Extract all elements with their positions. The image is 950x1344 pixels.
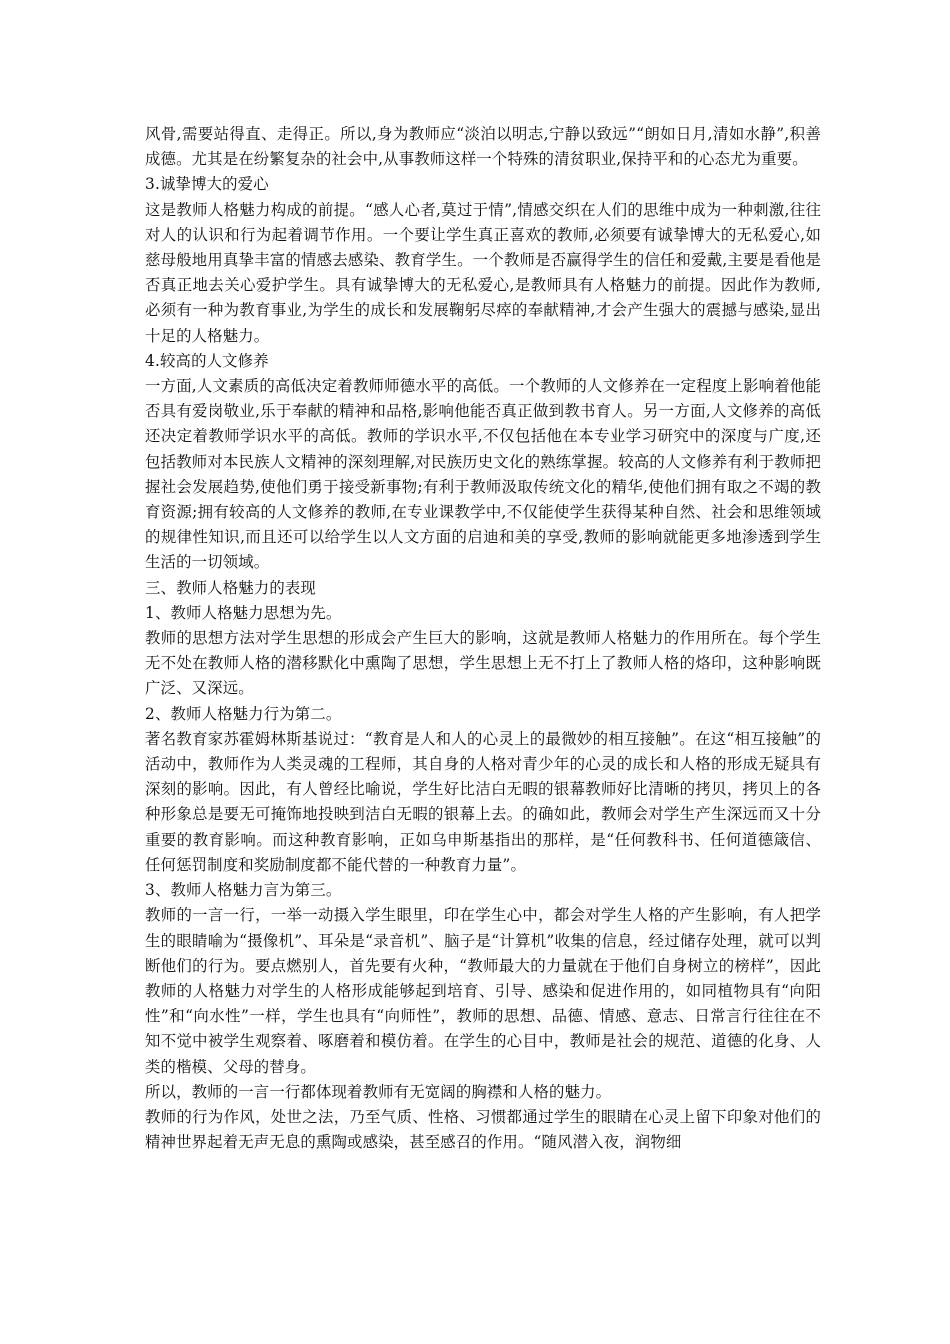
heading-section-three: 三、教师人格魅力的表现 [145,578,316,597]
heading-humanistic-cultivation: 4.较高的人文修养 [145,351,269,370]
paragraph-behavior-second: 著名教育家苏霍姆林斯基说过：“教育是人和人的心灵上的最微妙的相互接触”。在这“相互接触”的活动中，教师作为人类灵魂的工程师，其自身的人格对青少年的心灵的成长和人格的形成无疑具有深刻的影响。因此，有人曾经比喻说，学生好比洁白无暇的银幕教师好比清晰的拷贝，拷贝上的各种形象总是要无可掩饰地投映到洁白无暇的银幕上去。的确如此，教师会对学生产生深远而又十分重要的教育影响。而这种教育影响，正如乌申斯基指出的那样，是“任何教科书、任何道德箴信、任何惩罚制度和奖励制度都不能代替的一种教育力量”。 [145,729,821,874]
paragraph-thought-first: 教师的思想方法对学生思想的形成会产生巨大的影响，这就是教师人格魅力的作用所在。每个学生无不处在教师人格的潜移默化中熏陶了思想，学生思想上无不打上了教师人格的烙印，这种影响既广泛、又深远。 [145,629,821,698]
heading-speech-third: 3、教师人格魅力言为第三。 [145,881,342,900]
paragraph-speech-third: 教师的一言一行，一举一动摄入学生眼里，印在学生心中，都会对学生人格的产生影响，有人把学生的眼睛喻为“摄像机”、耳朵是“录音机”、脑子是“计算机”收集的信息，经过储存处理，就可以判断他们的行为。要点燃别人，首先要有火种，“教师最大的力量就在于他们自身树立的榜样”，因此教师的人格魅力对学生的人格形成能够起到培育、引导、感染和促进作用的，如同植物具有“向阳性”和“向水性”一样，学生也具有“向师性”，教师的思想、品德、情感、意志、日常言行往往在不知不觉中被学生观察着、啄磨着和模仿着。在学生的心目中，教师是社会的规范、道德的化身、人类的楷模、父母的替身。 [145,906,821,1076]
document-page [145,122,821,1155]
paragraph-humanistic-cultivation: 一方面,人文素质的高低决定着教师师德水平的高低。一个教师的人文修养在一定程度上影响着他能否具有爱岗敬业,乐于奉献的精神和品格,影响他能否真正做到教书育人。另一方面,人文修养的高低还决定着教师学识水平的高低。教师的学识水平,不仅包括他在本专业学习研究中的深度与广度,还包括教师对本民族人文精神的深刻理解,对民族历史文化的熟练掌握。较高的人文修养有利于教师把握社会发展趋势,使他们勇于接受新事物;有利于教师汲取传统文化的精华,使他们拥有取之不竭的教育资源;拥有较高的人文修养的教师,在专业课教学中,不仅能使学生获得某种自然、社会和思维领域的规律性知识,而且还可以给学生以人文方面的启迪和美的享受,教师的影响就能更多地渗透到学生生活的一切领域。 [145,377,821,572]
paragraph-sincere-love: 这是教师人格魅力构成的前提。“感人心者,莫过于情”,情感交织在人们的思维中成为一种刺激,往往对人的认识和行为起着调节作用。一个要让学生真正喜欢的教师,必须要有诚挚博大的无私爱心,如慈母般地用真挚丰富的情感去感染、教育学生。一个教师是否赢得学生的信任和爱戴,主要是看他是否真正地去关心爱护学生。具有诚挚博大的无私爱心,是教师具有人格魅力的前提。因此作为教师,必须有一种为教育事业,为学生的成长和发展鞠躬尽瘁的奉献精神,才会产生强大的震撼与感染,显出十足的人格魅力。 [145,200,821,345]
paragraph-behavior-style: 教师的行为作风，处世之法，乃至气质、性格、习惯都通过学生的眼睛在心灵上留下印象对他们的精神世界起着无声无息的熏陶或感染，甚至感召的作用。“随风潜入夜，润物细 [145,1107,821,1152]
heading-thought-first: 1、教师人格魅力思想为先。 [145,603,342,622]
paragraph-summary: 所以，教师的一言一行都体现着教师有无宽阔的胸襟和人格的魅力。 [145,1082,612,1101]
heading-sincere-love: 3.诚挚博大的爱心 [145,175,269,194]
heading-behavior-second: 2、教师人格魅力行为第二。 [145,704,342,723]
paragraph-teacher-character: 风骨,需要站得直、走得正。所以,身为教师应“淡泊以明志,宁静以致远”“朗如日月,清如水静”,积善成德。尤其是在纷繁复杂的社会中,从事教师这样一个特殊的清贫职业,保持平和的心态尤为重要。 [145,125,821,169]
